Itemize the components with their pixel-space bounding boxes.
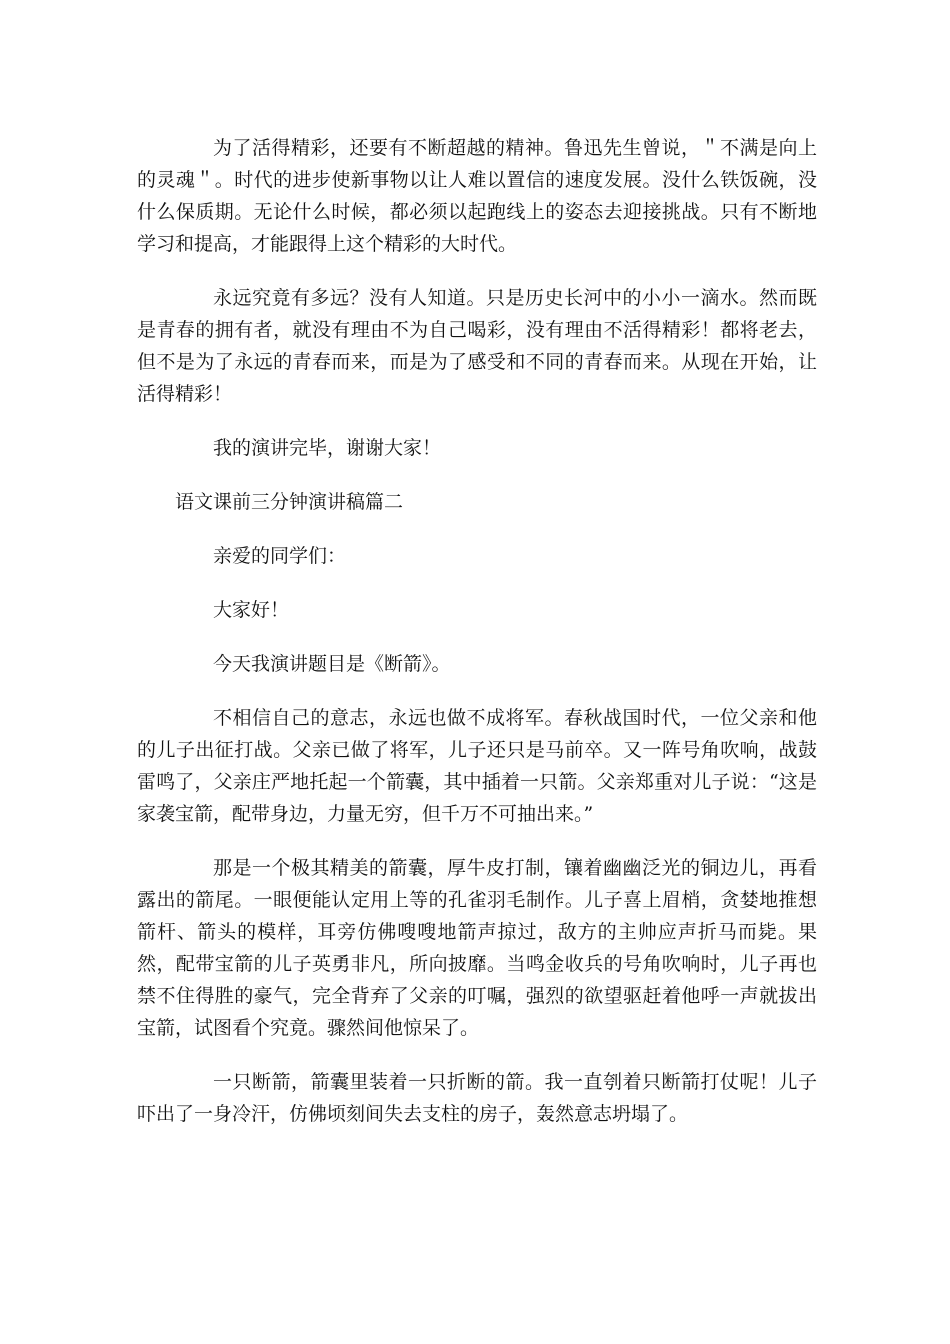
paragraph-5: 那是一个极其精美的箭囊，厚牛皮打制，镶着幽幽泛光的铜边儿，再看露出的箭尾。一眼便能认定用上等的孔雀羽毛制作。儿子喜上眉梢，贪婪地推想箭杆、箭头的模样，耳旁仿佛嗖嗖地箭声掠过，敌方的主帅应声折马而毙。果然，配带宝箭的儿子英勇非凡，所向披靡。当鸣金收兵的号角吹响时，儿子再也禁不住得胜的豪气，完全背弃了父亲的叮嘱，强烈的欲望驱赶着他呼一声就拔出宝箭，试图看个究竟。骤然间他惊呆了。 <box>137 857 817 1039</box>
greeting: 大家好！ <box>213 599 290 621</box>
paragraph-3: 我的演讲完毕，谢谢大家！ <box>213 437 442 459</box>
topic-line: 今天我演讲题目是《断箭》。 <box>213 653 451 675</box>
section-heading: 语文课前三分钟演讲稿篇二 <box>175 491 404 513</box>
paragraph-4: 不相信自己的意志，永远也做不成将军。春秋战国时代，一位父亲和他的儿子出征打战。父亲已做了将军，儿子还只是马前卒。又一阵号角吹响，战鼓雷鸣了，父亲庄严地托起一个箭囊，其中插着一只箭。父亲郑重对儿子说：“这是家袭宝箭，配带身边，力量无穷，但千万不可抽出来。” <box>137 707 817 825</box>
document-body <box>137 132 817 1152</box>
salutation: 亲爱的同学们： <box>213 545 347 567</box>
paragraph-6: 一只断箭，箭囊里装着一只折断的箭。我一直刳着只断箭打仗呢！儿子吓出了一身冷汗，仿佛顷刻间失去支柱的房子，轰然意志坍塌了。 <box>137 1071 817 1125</box>
paragraph-2: 永远究竟有多远？没有人知道。只是历史长河中的小小一滴水。然而既是青春的拥有者，就没有理由不为自己喝彩，没有理由不活得精彩！都将老去，但不是为了永远的青春而来，而是为了感受和不同的青春而来。从现在开始，让活得精彩！ <box>137 287 817 405</box>
paragraph-1: 为了活得精彩，还要有不断超越的精神。鲁迅先生曾说，＂不满是向上的灵魂＂。时代的进步使新事物以让人难以置信的速度发展。没什么铁饭碗，没什么保质期。无论什么时候，都必须以起跑线上的姿态去迎接挑战。只有不断地学习和提高，才能跟得上这个精彩的大时代。 <box>137 137 817 255</box>
